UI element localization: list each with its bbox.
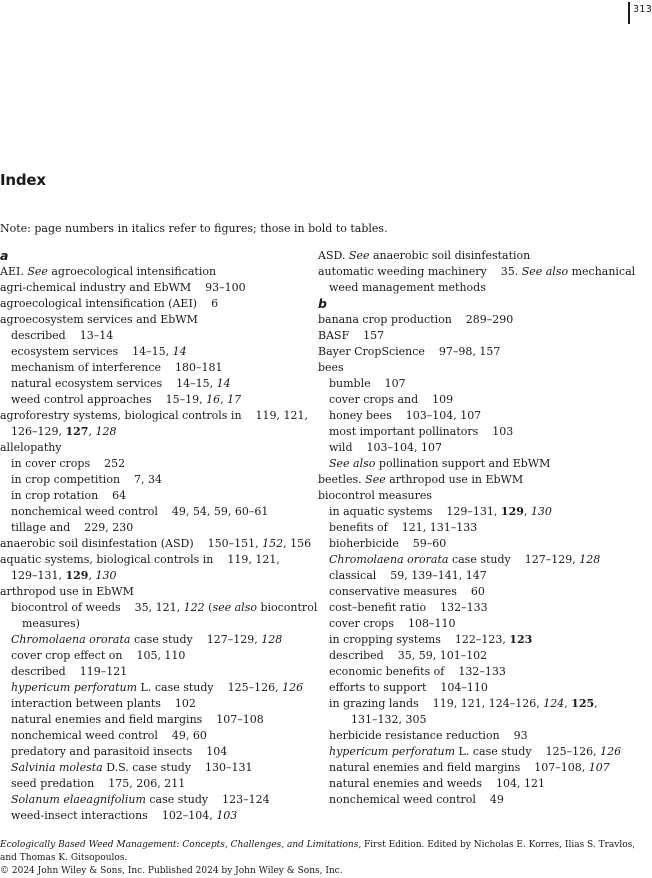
index-entry [318, 488, 648, 504]
italic-text: Solanum elaeagnifolium [11, 793, 146, 806]
index-subentry [318, 680, 648, 696]
index-subentry [0, 520, 305, 536]
index-subentry [318, 664, 648, 680]
entry-text: BASF 157 [318, 329, 385, 342]
entry-text: First Edition. Edited by Nicholas E. Korres, Ilias S. Travlos, [361, 840, 636, 850]
index-subentry [318, 536, 648, 552]
entry-text: biocontrol [256, 601, 318, 614]
index-entry [0, 296, 305, 312]
index-subentry [0, 424, 305, 440]
index-entry [0, 584, 305, 600]
index-entry [0, 440, 305, 456]
italic-text: Ecologically Based Weed Management: Concepts, Challenges, and Limitations, [0, 840, 362, 850]
index-subentry [318, 712, 648, 728]
entry-text: bumble 107 [329, 377, 406, 390]
entry-text: natural enemies and field margins 107–108 [11, 713, 264, 726]
entry-text: allelopathy [0, 441, 62, 454]
entry-text: case study 127–129, [130, 633, 262, 646]
index-subentry [0, 760, 305, 776]
entry-text: , [88, 569, 96, 582]
index-subentry [318, 520, 648, 536]
entry-text: natural ecosystem services 14–15, [11, 377, 217, 390]
index-entry [0, 280, 305, 296]
italic-text: See [365, 473, 386, 486]
entry-text: in cover crops 252 [11, 457, 126, 470]
italic-text: See [348, 249, 370, 262]
index-subentry [318, 280, 648, 296]
index-subentry [318, 408, 648, 424]
footer-line [0, 852, 650, 865]
entry-text: cover crops 108–110 [329, 617, 456, 630]
index-title: Index [0, 171, 46, 189]
entry-text: natural enemies and field margins 107–108, [329, 761, 589, 774]
section-letter [0, 248, 305, 264]
index-subentry [318, 792, 648, 808]
entry-text: measures) [22, 617, 80, 630]
entry-text: cost–benefit ratio 132–133 [329, 601, 488, 614]
bold-text: 127 [65, 425, 89, 438]
italic-text: 126 [282, 681, 304, 694]
entry-text: described 35, 59, 101–102 [329, 649, 488, 662]
italic-text: Salvinia molesta [11, 761, 103, 774]
entry-text: interaction between plants 102 [11, 697, 196, 710]
entry-text: described 13–14 [11, 329, 114, 342]
entry-text: seed predation 175, 206, 211 [11, 777, 186, 790]
italic-text: 128 [95, 425, 117, 438]
entry-text: in cropping systems 122–123, [329, 633, 510, 646]
index-subentry [318, 392, 648, 408]
entry-text: pollination support and EbWM [375, 457, 551, 470]
bold-text: 129 [65, 569, 89, 582]
italic-text: 130 [530, 505, 552, 518]
entry-text: economic benefits of 132–133 [329, 665, 506, 678]
entry-text: anaerobic soil disinfestation [369, 249, 531, 262]
italic-text: hypericum perforatum [11, 681, 138, 694]
index-subentry [0, 568, 305, 584]
index-entry [0, 264, 305, 280]
italic-text: hypericum perforatum [329, 745, 456, 758]
entry-text: nonchemical weed control 49, 54, 59, 60–61 [11, 505, 269, 518]
italic-text: See also [329, 457, 376, 470]
italic-text: 14 [172, 345, 187, 358]
index-subentry [0, 792, 305, 808]
entry-text: in crop rotation 64 [11, 489, 127, 502]
index-subentry [0, 808, 305, 824]
entry-text: b [318, 296, 327, 311]
italic-text: 107 [588, 761, 610, 774]
index-subentry [0, 504, 305, 520]
index-subentry [0, 472, 305, 488]
bold-text: 129 [500, 505, 524, 518]
entry-text: benefits of 121, 131–133 [329, 521, 478, 534]
entry-text: agroecosystem services and EbWM [0, 313, 198, 326]
index-subentry [0, 680, 305, 696]
entry-text: classical 59, 139–141, 147 [329, 569, 487, 582]
entry-text: wild 103–104, 107 [329, 441, 442, 454]
entry-text: weed management methods [329, 281, 486, 294]
index-entry [0, 312, 305, 328]
entry-text: mechanical [568, 265, 636, 278]
entry-text: honey bees 103–104, 107 [329, 409, 482, 422]
page-number-rule [628, 2, 630, 24]
index-subentry [0, 456, 305, 472]
index-subentry [318, 584, 648, 600]
entry-text: D.S. case study 130–131 [102, 761, 253, 774]
index-subentry [318, 760, 648, 776]
index-entry [318, 312, 648, 328]
index-subentry [0, 632, 305, 648]
entry-text: efforts to support 104–110 [329, 681, 488, 694]
entry-text: ecosystem services 14–15, [11, 345, 173, 358]
index-entry [0, 408, 308, 424]
entry-text: weed-insect interactions 102–104, [11, 809, 217, 822]
index-subentry [0, 392, 305, 408]
italic-text: see also [212, 601, 257, 614]
index-subentry [318, 456, 648, 472]
italic-text: 128 [261, 633, 283, 646]
italic-text: 128 [579, 553, 601, 566]
index-entry [318, 248, 648, 264]
italic-text: Chromolaena ororata [11, 633, 131, 646]
entry-text: cover crops and 109 [329, 393, 454, 406]
index-subentry [318, 440, 648, 456]
entry-text: , [523, 505, 531, 518]
entry-text: tillage and 229, 230 [11, 521, 134, 534]
entry-text: biocontrol of weeds 35, 121, [11, 601, 184, 614]
entry-text: aquatic systems, biological controls in 119, 121, [0, 553, 280, 566]
entry-text: AEI. [0, 265, 28, 278]
entry-text: most important pollinators 103 [329, 425, 514, 438]
italic-text: 16, 17 [206, 393, 242, 406]
italic-text: 122 [183, 601, 205, 614]
index-subentry [0, 648, 305, 664]
italic-text: 103 [216, 809, 238, 822]
entry-text: case study 127–129, [448, 553, 580, 566]
footer-line [0, 839, 650, 852]
entry-text: and Thomas K. Gitsopoulos. [0, 852, 128, 863]
index-subentry [318, 776, 648, 792]
italic-text: See also [521, 265, 569, 278]
footer-line [0, 865, 650, 878]
entry-text: biocontrol measures [318, 489, 433, 502]
index-subentry [0, 696, 305, 712]
entry-text: a [0, 248, 9, 263]
entry-text: arthropod use in EbWM [385, 473, 524, 486]
entry-text: L. case study 125–126, [455, 745, 601, 758]
index-subentry [318, 568, 648, 584]
entry-text: case study 123–124 [145, 793, 270, 806]
entry-text: beetles. [318, 473, 366, 486]
entry-text: © 2024 John Wiley & Sons, Inc. Published 2024 by John Wiley & Sons, Inc. [0, 865, 343, 876]
page-number: 313 [633, 4, 652, 15]
entry-text: agri-chemical industry and EbWM 93–100 [0, 281, 246, 294]
index-entry [318, 360, 648, 376]
index-subentry [318, 696, 648, 712]
index-entry [318, 344, 648, 360]
entry-text: , [594, 697, 598, 710]
index-subentry [318, 424, 648, 440]
entry-text: 129–131, [11, 569, 66, 582]
italic-text: 126 [600, 745, 622, 758]
entry-text: natural enemies and weeds 104, 121 [329, 777, 545, 790]
index-subentry [0, 328, 305, 344]
index-subentry [318, 632, 648, 648]
entry-text: bioherbicide 59–60 [329, 537, 447, 550]
entry-text: cover crop effect on 105, 110 [11, 649, 186, 662]
index-subentry [0, 728, 305, 744]
bold-text: 125 [571, 697, 595, 710]
index-column-right [318, 248, 648, 808]
entry-text: 131–132, 305 [351, 713, 427, 726]
index-subentry [318, 744, 648, 760]
entry-text: in crop competition 7, 34 [11, 473, 163, 486]
index-column-left [0, 248, 318, 824]
entry-text: agroecological intensification (AEI) 6 [0, 297, 219, 310]
index-subentry [318, 616, 648, 632]
entry-text: , [88, 425, 96, 438]
entry-text: 126–129, [11, 425, 66, 438]
entry-text: described 119–121 [11, 665, 128, 678]
index-subentry [0, 776, 305, 792]
index-subentry [0, 360, 305, 376]
index-subentry [0, 744, 305, 760]
bold-text: 123 [509, 633, 533, 646]
index-subentry [318, 648, 648, 664]
entry-text: agroecological intensification [47, 265, 217, 278]
italic-text: 152 [262, 537, 284, 550]
index-entry [318, 472, 648, 488]
entry-text: L. case study 125–126, [137, 681, 283, 694]
index-subentry [318, 728, 648, 744]
copyright-footer [0, 839, 650, 877]
entry-text: , 156 [283, 537, 312, 550]
italic-text: See [27, 265, 48, 278]
index-subentry [0, 344, 305, 360]
index-subentry [0, 376, 305, 392]
index-subentry [0, 664, 305, 680]
italic-text: 130 [95, 569, 117, 582]
section-letter [318, 296, 648, 312]
italic-text: 124 [543, 697, 565, 710]
entry-text: ( [204, 601, 213, 614]
entry-text: herbicide resistance reduction 93 [329, 729, 528, 742]
index-note: Note: page numbers in italics refer to figures; those in bold to tables. [0, 222, 388, 235]
entry-text: arthropod use in EbWM [0, 585, 134, 598]
entry-text: , [564, 697, 572, 710]
index-subentry [318, 600, 648, 616]
index-subentry [318, 504, 648, 520]
index-subentry [0, 488, 305, 504]
entry-text: automatic weeding machinery 35. [318, 265, 522, 278]
index-subentry [0, 712, 305, 728]
entry-text: nonchemical weed control 49 [329, 793, 504, 806]
index-subentry [0, 600, 318, 616]
entry-text: in aquatic systems 129–131, [329, 505, 501, 518]
entry-text: conservative measures 60 [329, 585, 485, 598]
index-entry [318, 264, 648, 280]
entry-text: agroforestry systems, biological controls in 119, 121, [0, 409, 308, 422]
index-entry [0, 552, 305, 568]
italic-text: Chromolaena ororata [329, 553, 449, 566]
entry-text: banana crop production 289–290 [318, 313, 514, 326]
entry-text: Bayer CropScience 97–98, 157 [318, 345, 501, 358]
entry-text: nonchemical weed control 49, 60 [11, 729, 207, 742]
entry-text: weed control approaches 15–19, [11, 393, 207, 406]
index-entry [0, 536, 312, 552]
index-subentry [0, 616, 305, 632]
entry-text: mechanism of interference 180–181 [11, 361, 223, 374]
entry-text: in grazing lands 119, 121, 124–126, [329, 697, 544, 710]
index-subentry [318, 376, 648, 392]
entry-text: predatory and parasitoid insects 104 [11, 745, 228, 758]
entry-text: anaerobic soil disinfestation (ASD) 150–151, [0, 537, 263, 550]
entry-text: ASD. [318, 249, 349, 262]
index-entry [318, 328, 648, 344]
index-subentry [318, 552, 648, 568]
entry-text: bees [318, 361, 344, 374]
italic-text: 14 [216, 377, 231, 390]
